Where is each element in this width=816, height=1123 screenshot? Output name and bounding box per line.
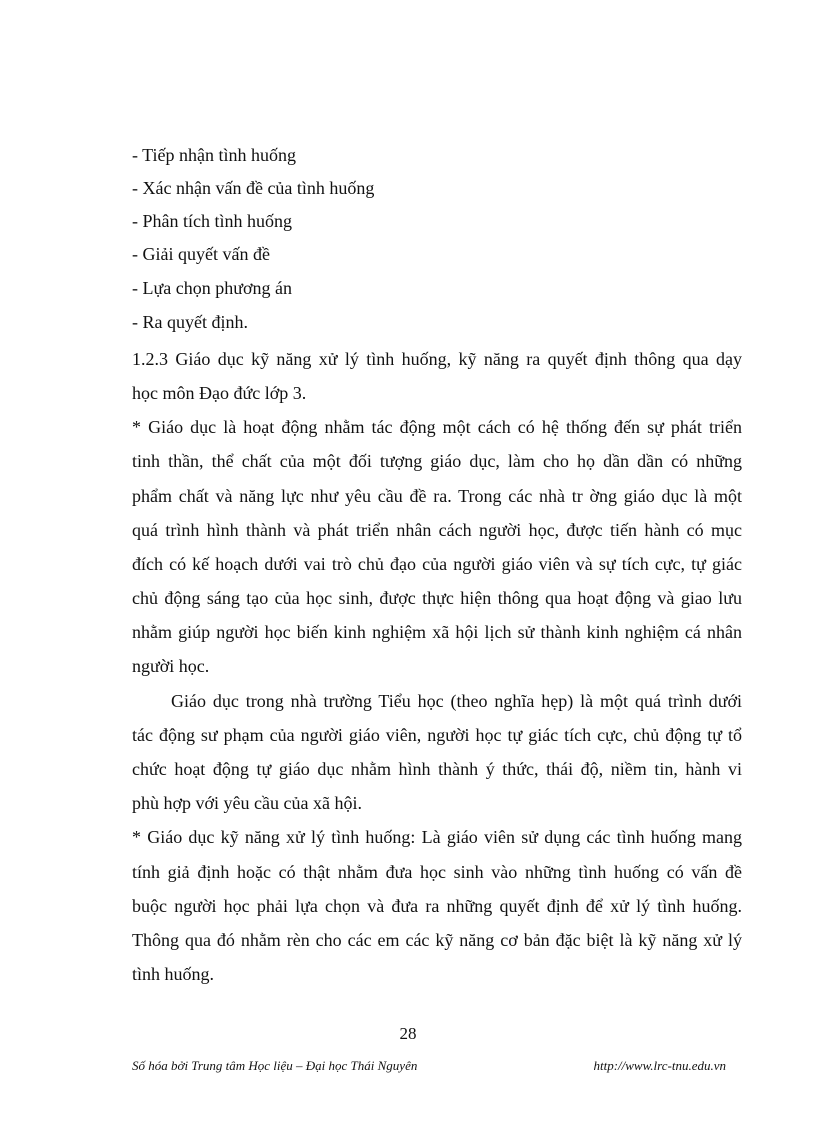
paragraph-line: Thông qua đó nhằm rèn cho các em các kỹ năng cơ bản đặc biệt là kỹ năng xử lý [132,930,742,950]
list-item: - Ra quyết định. [132,312,248,332]
paragraph-line: Giáo dục trong nhà trường Tiểu học (theo nghĩa hẹp) là một quá trình dưới [171,691,742,711]
paragraph-line: phẩm chất và năng lực như yêu cầu đề ra. Trong các nhà tr ờng giáo dục là một [132,486,742,506]
list-item: - Giải quyết vấn đề [132,244,270,264]
paragraph-line: * Giáo dục là hoạt động nhằm tác động một cách có hệ thống đến sự phát triển [132,417,742,437]
paragraph-line: chức hoạt động tự giáo dục nhằm hình thành ý thức, thái độ, niềm tin, hành vi [132,759,742,779]
paragraph-line: * Giáo dục kỹ năng xử lý tình huống: Là giáo viên sử dụng các tình huống mang [132,827,742,847]
list-item: - Tiếp nhận tình huống [132,145,297,165]
paragraph-line: tình huống. [132,964,215,984]
paragraph-line: buộc người học phải lựa chọn và đưa ra những quyết định để xử lý tình huống. [132,896,742,916]
paragraph-line: phù hợp với yêu cầu của xã hội. [132,793,362,813]
footer-url: http://www.lrc-tnu.edu.vn [593,1058,726,1073]
list-item: - Phân tích tình huống [132,211,292,231]
page-number: 28 [399,1024,417,1043]
paragraph-line: tinh thần, thể chất của một đối tượng giáo dục, làm cho họ dần dần có những [132,451,742,471]
paragraph-line: chủ động sáng tạo của học sinh, được thực hiện thông qua hoạt động và giao lưu [132,588,742,608]
paragraph-line: tác động sư phạm của người giáo viên, người học tự giác tích cực, chủ động tự tổ [132,725,742,745]
paragraph-line: nhằm giúp người học biến kinh nghiệm xã hội lịch sử thành kinh nghiệm cá nhân [132,622,742,642]
paragraph-line: tính giả định hoặc có thật nhằm đưa học sinh vào những tình huống có vấn đề [132,862,742,882]
paragraph-line: quá trình hình thành và phát triển nhân cách người học, được tiến hành có mục [132,520,742,540]
paragraph-line: người học. [132,656,210,676]
footer-source: Số hóa bởi Trung tâm Học liệu – Đại học Thái Nguyên [132,1058,418,1073]
paragraph-line: đích có kế hoạch dưới vai trò chủ đạo của người giáo viên và sự tích cực, tự giác [132,554,742,574]
section-heading-line: 1.2.3 Giáo dục kỹ năng xử lý tình huống, kỹ năng ra quyết định thông qua dạy [132,349,742,369]
list-item: - Xác nhận vấn đề của tình huống [132,178,375,198]
section-heading-line: học môn Đạo đức lớp 3. [132,383,307,403]
list-item: - Lựa chọn phương án [132,278,292,298]
